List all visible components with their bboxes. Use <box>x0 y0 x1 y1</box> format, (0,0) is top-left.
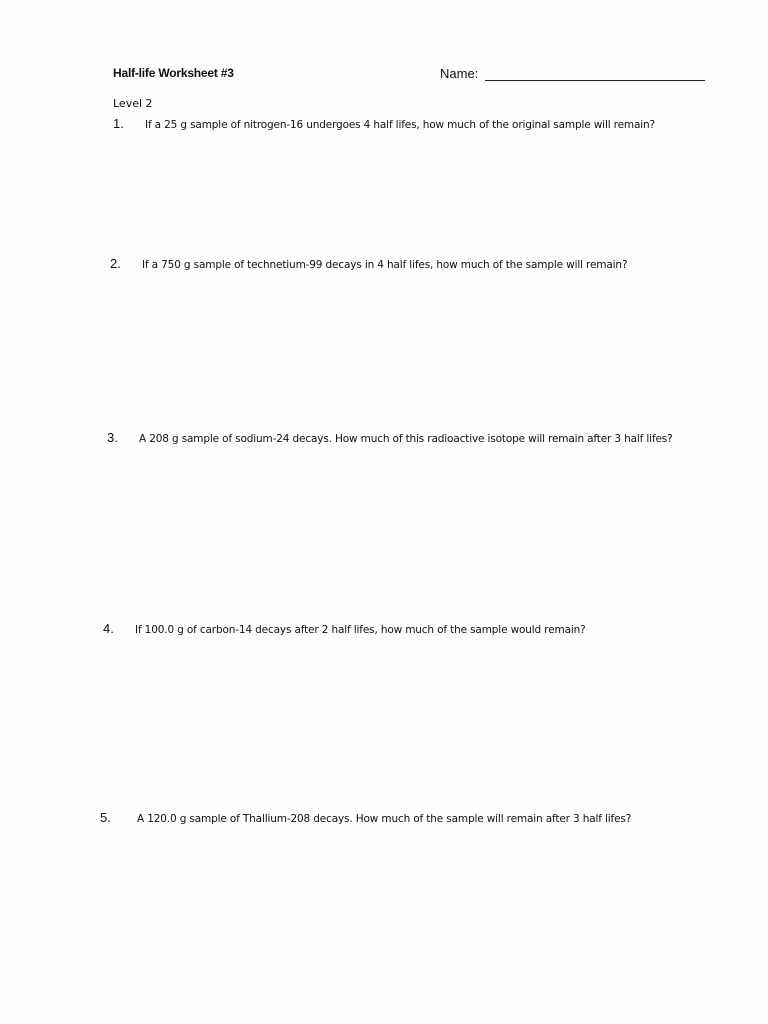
question-text: A 120.0 g sample of Thallium-208 decays. How much of the sample will remain after 3 half lifes? <box>137 813 632 825</box>
question-number: 1. <box>113 116 124 131</box>
question-text: If a 25 g sample of nitrogen-16 undergoes 4 half lifes, how much of the original sample will remain? <box>145 119 655 131</box>
question-number: 4. <box>103 621 114 636</box>
name-blank-line <box>485 80 705 81</box>
question-number: 5. <box>100 810 111 825</box>
worksheet-title: Half-life Worksheet #3 <box>113 66 234 80</box>
question-3 <box>107 430 714 447</box>
question-number: 2. <box>110 256 121 271</box>
question-4 <box>103 621 715 638</box>
question-text: A 208 g sample of sodium-24 decays. How much of this radioactive isotope will remain after 3 half lifes? <box>139 433 673 445</box>
question-1 <box>113 116 725 133</box>
level-heading: Level 2 <box>113 97 153 110</box>
question-text: If 100.0 g of carbon-14 decays after 2 half lifes, how much of the sample would remain? <box>135 624 586 636</box>
name-label: Name: <box>440 66 479 81</box>
question-text: If a 750 g sample of technetium-99 decays in 4 half lifes, how much of the sample will remain? <box>142 259 628 271</box>
question-2 <box>110 256 722 273</box>
question-number: 3. <box>107 430 118 445</box>
question-5 <box>100 810 717 827</box>
